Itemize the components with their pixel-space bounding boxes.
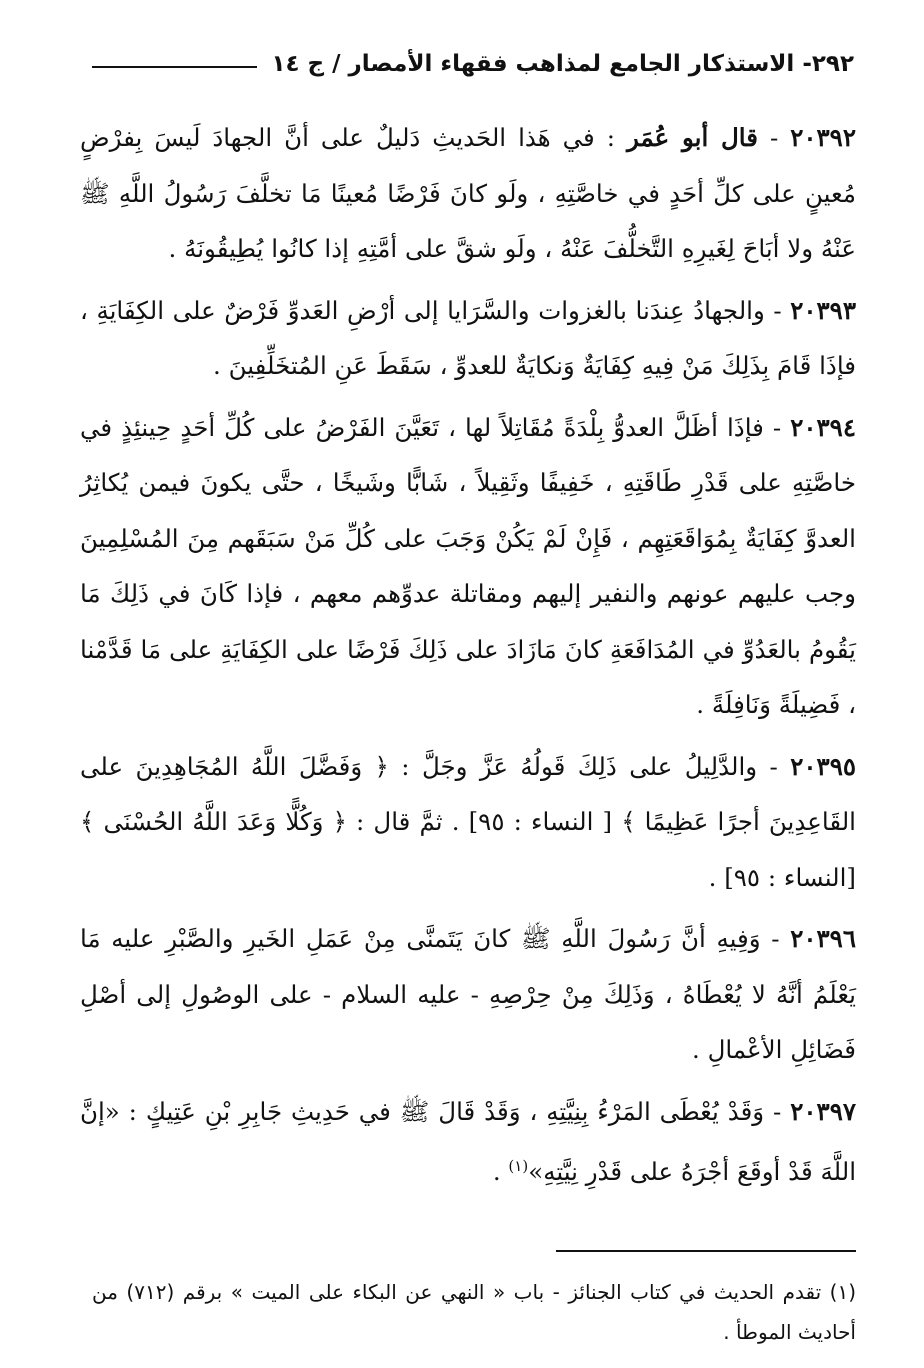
paragraph-lead: قال أبو عُمَر <box>626 123 758 152</box>
paragraph-number: ٢٠٣٩٧ <box>790 1096 857 1126</box>
paragraph-text: وَقَدْ يُعْطَى المَرْءُ بِنِيَّتِهِ ، وَقَدْ قَالَ ﷺ في حَدِيثِ جَابِرِ بْنِ عَتِيكٍ : «إنَّ اللَّهَ قَدْ أوقَعَ أجْرَهُ على قَدْرِ نِيَّتِهِ» <box>80 1096 856 1187</box>
paragraph-tail: . <box>492 1157 509 1187</box>
paragraph-number: ٢٠٣٩٦ <box>790 924 856 953</box>
header-rule <box>92 66 257 68</box>
running-title: ٢٩٢- الاستذكار الجامع لمذاهب فقهاء الأمصار / ج ١٤ <box>271 51 854 77</box>
paragraph-number: ٢٠٣٩٥ <box>790 751 857 781</box>
paragraph-number: ٢٠٣٩٣ <box>790 295 856 325</box>
paragraph-text: والجهادُ عِندَنا بالغزوات والسَّرَايا إلى أرْضِ العَدوِّ فَرْضٌ على الكِفَايَةِ ، فإذَا قَامَ بِذَلِكَ مَنْ فِيهِ كِفَايَةٌ وَنكايَةٌ للعدوِّ ، سَقَطَ عَنِ المُتخَلِّفِينَ . <box>80 295 856 380</box>
main-text <box>80 110 856 1206</box>
paragraph-20393: ٢٠٣٩٣ - والجهادُ عِندَنا بالغزوات والسَّرَايا إلى أرْضِ العَدوِّ فَرْضٌ على الكِفَايَةِ ، فإذَا قَامَ بِذَلِكَ مَنْ فِيهِ كِفَايَةٌ وَنكايَةٌ للعدوِّ ، سَقَطَ عَنِ المُتخَلِّفِينَ . <box>80 295 856 380</box>
footnote: (١) تقدم الحديث في كتاب الجنائز - باب « النهي عن البكاء على الميت » برقم (٧١٢) من أحاديث الموطأ . <box>92 1280 856 1344</box>
paragraph-number: ٢٠٣٩٤ <box>790 412 856 442</box>
paragraph-number: ٢٠٣٩٢ <box>790 123 856 152</box>
footnote-rule <box>556 1250 856 1252</box>
paragraph-text: والدَّلِيلُ على ذَلِكَ قَولُهُ عَزَّ وجَلَّ : ﴿ وَفَضَّلَ اللَّهُ المُجَاهِدِينَ على القَاعِدِينَ أجرًا عَظِيمًا ﴾ [ النساء : ٩٥] . ثمَّ قال : ﴿ وَكُلًّا وَعَدَ اللَّهُ الحُسْنَى ﴾ [النساء : ٩٥] . <box>80 751 856 892</box>
footnote-ref[interactable]: (١) <box>508 1157 529 1175</box>
page-header <box>92 46 854 82</box>
paragraph-20396: ٢٠٣٩٦ - وَفِيهِ أنَّ رَسُولَ اللَّهِ ﷺ كانَ يَتَمنَّى مِنْ عَمَلِ الخَيرِ والصَّبْرِ عليه مَا يَعْلَمُ أنَّهُ لا يُعْطَاهُ ، وَذَلِكَ مِنْ حِرْصِهِ - عليه السلام - على الوصُولِ إلى أصْلِ فَضَائِلِ الأعْمالِ . <box>80 924 856 1064</box>
paragraph-text: : في هَذا الحَديثِ دَليلٌ على أنَّ الجهادَ لَيسَ بِفرْضٍ مُعينٍ على كلِّ أحَدٍ في خاصَّتِهِ ، ولَو كانَ فَرْضًا مُعينًا مَا تخلَّفَ رَسُولُ اللَّهِ ﷺ عَنْهُ ولا أبَاحَ لِغَيرِهِ التَّخلُّفَ عَنْهُ ، ولَو شقَّ على أمَّتِهِ إذا كانُوا يُطِيقُونَهُ . <box>80 123 856 263</box>
paragraph-20395: ٢٠٣٩٥ - والدَّلِيلُ على ذَلِكَ قَولُهُ عَزَّ وجَلَّ : ﴿ وَفَضَّلَ اللَّهُ المُجَاهِدِينَ على القَاعِدِينَ أجرًا عَظِيمًا ﴾ [ النساء : ٩٥] . ثمَّ قال : ﴿ وَكُلًّا وَعَدَ اللَّهُ الحُسْنَى ﴾ [النساء : ٩٥] . <box>80 751 857 892</box>
paragraph-text: فإذَا أظَلَّ العدوُّ بِلْدَةً مُقَاتِلاً لها ، تَعَيَّنَ الفَرْضُ على كُلِّ أحَدٍ حِينئِذٍ في خاصَّتِهِ على قَدْرِ طَاقَتِهِ ، خَفِيفًا وثَقِيلاً ، شَابًّا وشَيخًا ، حتَّى يكونَ فيمن يُكاثِرُ العدوَّ كِفَايَةٌ بِمُوَاقَعَتِهِم ، فَإِنْ لَمْ يَكُنْ وَجَبَ على كُلِّ مَنْ سَبَقَهم مِنَ المُسْلِمِينَ وجب عليهم عونهم والنفير إليهم ومقاتلة عدوِّهم معهم ، فإذا كَانَ في ذَلِكَ مَا يَقُومُ بالعَدُوِّ في المُدَافَعَةِ كانَ مَازَادَ على ذَلِكَ فَرْضًا على الكِفَايَةِ على مَا قَدَّمْنا ، فَضِيلَةً وَنَافِلَةً . <box>80 412 856 719</box>
paragraph-text: وَفِيهِ أنَّ رَسُولَ اللَّهِ ﷺ كانَ يَتَمنَّى مِنْ عَمَلِ الخَيرِ والصَّبْرِ عليه مَا يَعْلَمُ أنَّهُ لا يُعْطَاهُ ، وَذَلِكَ مِنْ حِرْصِهِ - عليه السلام - على الوصُولِ إلى أصْلِ فَضَائِلِ الأعْمالِ . <box>80 924 856 1064</box>
paragraph-20394: ٢٠٣٩٤ - فإذَا أظَلَّ العدوُّ بِلْدَةً مُقَاتِلاً لها ، تَعَيَّنَ الفَرْضُ على كُلِّ أحَدٍ حِينئِذٍ في خاصَّتِهِ على قَدْرِ طَاقَتِهِ ، خَفِيفًا وثَقِيلاً ، شَابًّا وشَيخًا ، حتَّى يكونَ فيمن يُكاثِرُ العدوَّ كِفَايَةٌ بِمُوَاقَعَتِهِم ، فَإِنْ لَمْ يَكُنْ وَجَبَ على كُلِّ مَنْ سَبَقَهم مِنَ المُسْلِمِينَ وجب عليهم عونهم والنفير إليهم ومقاتلة عدوِّهم معهم ، فإذا كَانَ في ذَلِكَ مَا يَقُومُ بالعَدُوِّ في المُدَافَعَةِ كانَ مَازَادَ على ذَلِكَ فَرْضًا على الكِفَايَةِ على مَا قَدَّمْنا ، فَضِيلَةً وَنَافِلَةً . <box>80 412 856 719</box>
paragraph-20392: ٢٠٣٩٢ - قال أبو عُمَر : في هَذا الحَديثِ دَليلٌ على أنَّ الجهادَ لَيسَ بِفرْضٍ مُعينٍ على كلِّ أحَدٍ في خاصَّتِهِ ، ولَو كانَ فَرْضًا مُعينًا مَا تخلَّفَ رَسُولُ اللَّهِ ﷺ عَنْهُ ولا أبَاحَ لِغَيرِهِ التَّخلُّفَ عَنْهُ ، ولَو شقَّ على أمَّتِهِ إذا كانُوا يُطِيقُونَهُ . <box>80 123 856 263</box>
paragraph-20397: ٢٠٣٩٧ - وَقَدْ يُعْطَى المَرْءُ بِنِيَّتِهِ ، وَقَدْ قَالَ ﷺ في حَدِيثِ جَابِرِ بْنِ عَتِيكٍ : «إنَّ اللَّهَ قَدْ أوقَعَ أجْرَهُ على قَدْرِ نِيَّتِهِ»$^{(١)}$ . <box>80 1096 857 1187</box>
